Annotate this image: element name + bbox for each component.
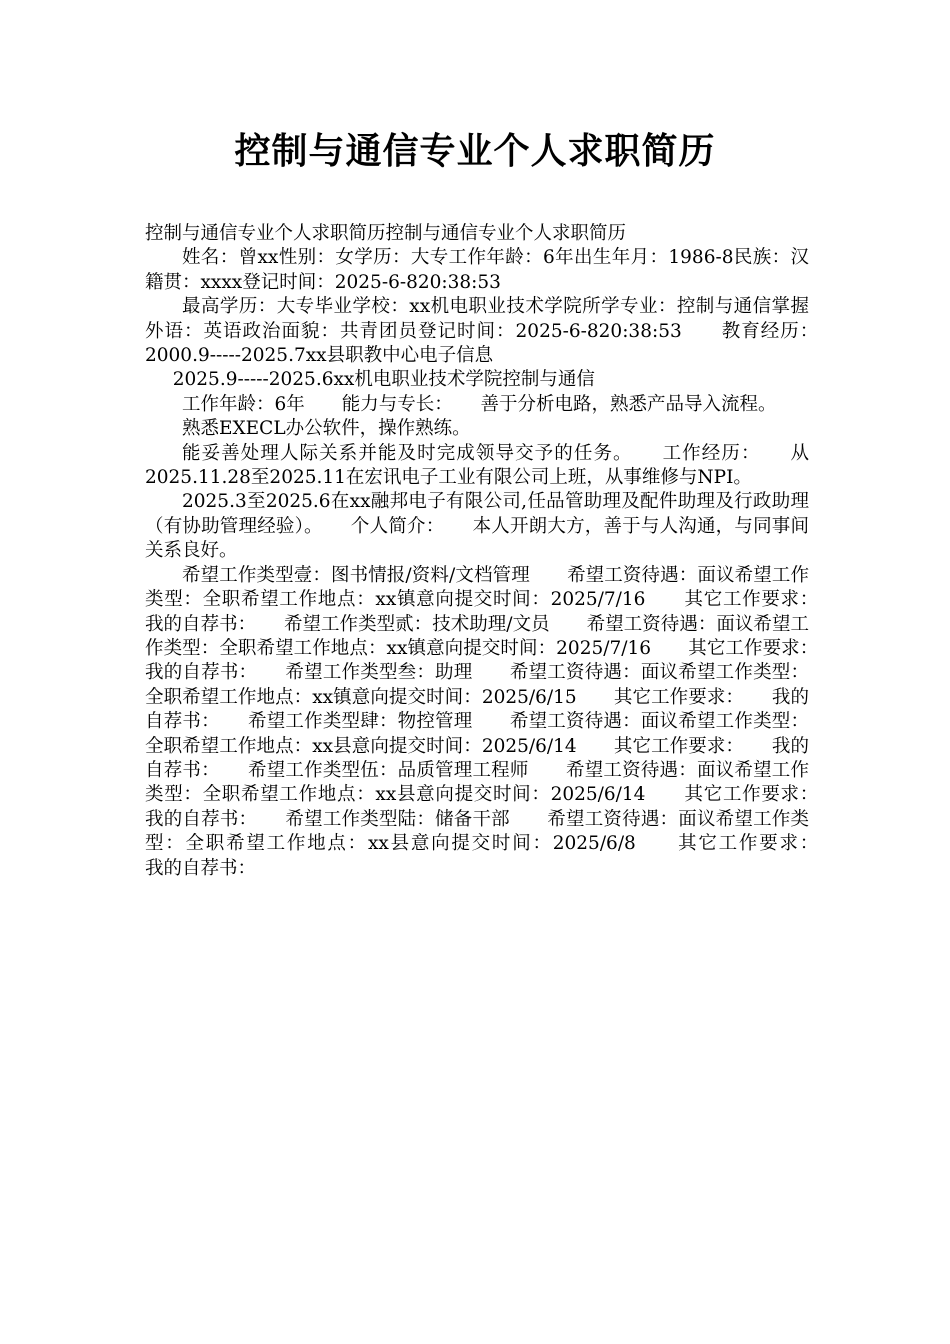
body-paragraph-education: 最高学历：大专毕业学校：xx机电职业技术学院所学专业：控制与通信掌握外语：英语政治面貌：共青团员登记时间：2025-6-820:38:53 教育经历： 2000.9-----2025.7xx县职教中心电子信息 <box>145 296 847 367</box>
body-paragraph-intro: 控制与通信专业个人求职简历控制与通信专业个人求职简历 <box>145 223 627 244</box>
page-title: 控制与通信专业个人求职简历 <box>234 131 716 172</box>
body-paragraph-office-skills: 熟悉EXECL办公软件，操作熟练。 <box>182 418 471 440</box>
body-paragraph-work-experience: 能妥善处理人际关系并能及时完成领导交予的任务。 工作经历： 从2025.11.28至2025.11在宏讯电子工业有限公司上班，从事维修与NPI。 <box>145 442 809 489</box>
body-paragraph-skills: 工作年龄：6年 能力与专长： 善于分析电路，熟悉产品导入流程。 <box>182 393 777 415</box>
body-paragraph-job-intentions: 希望工作类型壹：图书情报/资料/文档管理 希望工资待遇：面议希望工作类型：全职希望工作地点：xx镇意向提交时间：2025/7/16 其它工作要求： 我的自荐书： 希望工作类型贰：技术助理/文员 希望工资待遇：面议希望工作类型：全职希望工作地点：xx镇意向提交时间：2025/7/16 其它工作要求： 我的自荐书： 希望工作类型叁：助理 希望工资待遇：面议希望工作类型：全职希望工作地点：xx镇意向提交时间：2025/6/15 其它工作要求： 我的自荐书： 希望工作类型肆：物控管理 希望工资待遇：面议希望工作类型：全职希望工作地点：xx县意向提交时间：2025/6/14 其它工作要求： 我的自荐书： 希望工作类型伍：品质管理工程师 希望工资待遇：面议希望工作类型：全职希望工作地点：xx县意向提交时间：2025/6/14 其它工作要求： 我的自荐书： 希望工作类型陆：储备干部 希望工资待遇：面议希望工作类型：全职希望工作地点：xx县意向提交时间：2025/6/8 其它工作要求： 我的自荐书： <box>145 564 847 879</box>
body-paragraph-work-experience-2: 2025.3至2025.6在xx融邦电子有限公司,任品管助理及配件助理及行政助理（有协助管理经验）。 个人简介： 本人开朗大方，善于与人沟通，与同事间关系良好。 <box>145 491 809 562</box>
body-paragraph-basic-info: 姓名：曾xx性别：女学历：大专工作年龄：6年出生年月：1986-8民族：汉籍贯：xxxx登记时间：2025-6-820:38:53 <box>145 247 809 293</box>
document-body <box>145 222 847 881</box>
body-paragraph-education-2: 2025.9-----2025.6xx机电职业技术学院控制与通信 <box>172 369 595 391</box>
